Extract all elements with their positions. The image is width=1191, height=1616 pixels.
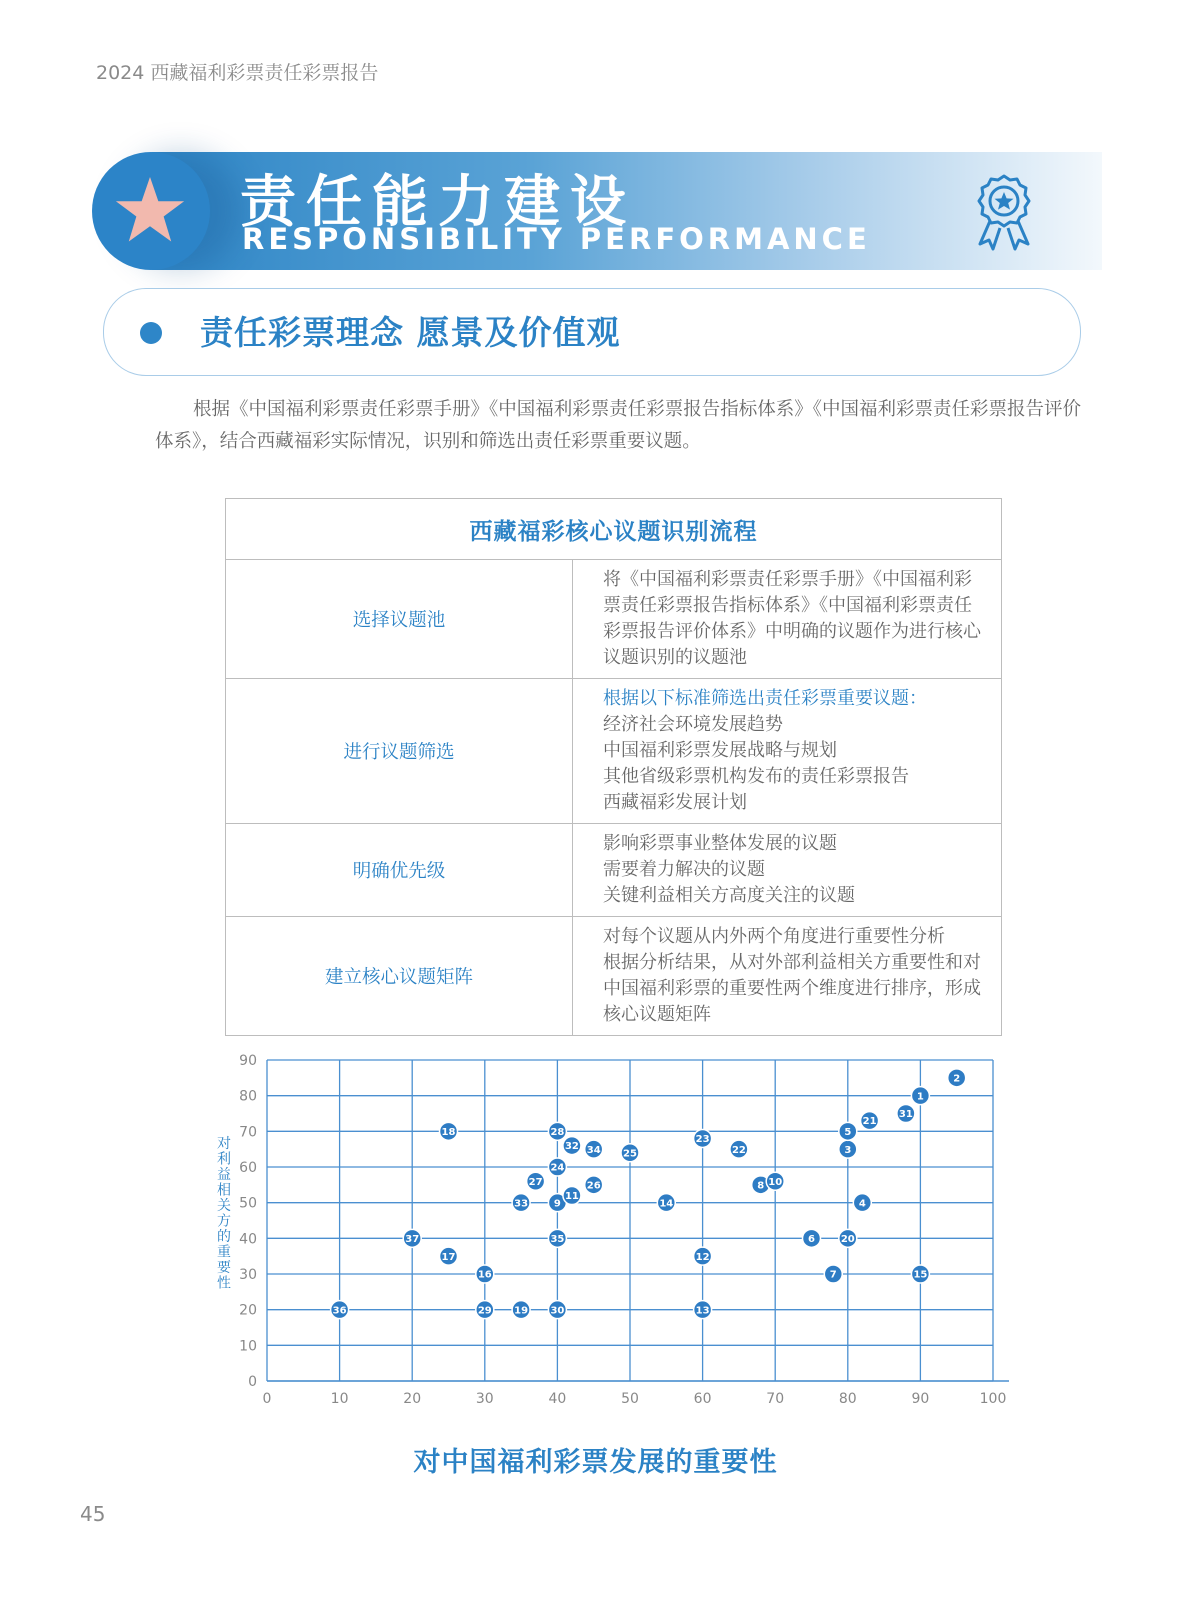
data-point-label: 17: [441, 1251, 456, 1263]
x-tick-label: 30: [475, 1391, 494, 1407]
data-point-label: 34: [586, 1144, 601, 1156]
data-point-label: 12: [695, 1251, 710, 1263]
data-point-label: 22: [731, 1144, 746, 1156]
desc-lead-line: 根据以下标准筛选出责任彩票重要议题：: [603, 688, 927, 709]
issue-matrix-chart: [210, 1048, 1030, 1488]
data-point-label: 4: [858, 1198, 866, 1210]
star-icon: [112, 174, 188, 246]
data-point-label: 32: [564, 1141, 579, 1153]
data-point-label: 23: [695, 1134, 710, 1146]
x-tick-label: 60: [693, 1391, 712, 1407]
data-point-label: 28: [550, 1126, 565, 1138]
running-head: 2024 西藏福利彩票责任彩票报告: [96, 62, 379, 84]
desc-line: 彩票报告评价体系》中明确的议题作为进行核心: [603, 621, 981, 642]
desc-line: 影响彩票事业整体发展的议题: [603, 833, 837, 854]
table-row: [226, 560, 1002, 679]
desc-line: 核心议题矩阵: [603, 1004, 711, 1025]
stage-label: 建立核心议题矩阵: [226, 917, 573, 1036]
data-point-label: 19: [514, 1305, 529, 1317]
data-point-label: 7: [829, 1269, 837, 1281]
y-axis-title-char: 要: [217, 1260, 231, 1276]
stage-label: 进行议题筛选: [226, 679, 573, 824]
x-tick-label: 70: [766, 1391, 785, 1407]
data-point-label: 33: [514, 1198, 529, 1210]
data-point-label: 5: [844, 1126, 852, 1138]
y-tick-label: 0: [248, 1374, 257, 1390]
data-point-label: 1: [916, 1091, 924, 1103]
y-axis-title-char: 益: [217, 1167, 231, 1183]
issue-matrix-svg: [210, 1048, 1030, 1428]
data-point-label: 30: [550, 1305, 565, 1317]
stage-label: 选择议题池: [226, 560, 573, 679]
y-tick-label: 20: [239, 1302, 257, 1319]
x-tick-label: 0: [262, 1391, 272, 1407]
stage-description: [573, 560, 1002, 679]
data-point-label: 27: [528, 1176, 543, 1188]
y-axis-title-char: 利: [217, 1151, 231, 1168]
data-point-label: 21: [862, 1116, 877, 1128]
data-point-label: 11: [564, 1191, 579, 1203]
data-point-label: 24: [550, 1162, 565, 1174]
y-axis-title-char: 相: [217, 1182, 231, 1199]
desc-line: 对每个议题从内外两个角度进行重要性分析: [603, 926, 945, 947]
data-point-label: 31: [898, 1109, 913, 1121]
banner-circle: [92, 152, 210, 270]
issue-identification-table: [225, 498, 1002, 1036]
data-point-label: 18: [441, 1126, 456, 1138]
data-point-label: 13: [695, 1305, 710, 1317]
y-tick-label: 10: [239, 1338, 257, 1355]
x-tick-label: 10: [330, 1391, 349, 1407]
desc-line: 西藏福彩发展计划: [603, 792, 747, 813]
y-tick-label: 80: [239, 1088, 257, 1105]
x-tick-label: 50: [621, 1391, 639, 1407]
x-tick-label: 80: [838, 1391, 857, 1407]
y-tick-label: 60: [239, 1160, 257, 1176]
section-title: 责任彩票理念 愿景及价值观: [200, 313, 621, 352]
stage-label: 明确优先级: [226, 824, 573, 917]
x-tick-label: 100: [979, 1391, 1007, 1407]
desc-line: 中国福利彩票发展战略与规划: [603, 740, 837, 761]
desc-line: 经济社会环境发展趋势: [603, 714, 783, 735]
data-point-label: 15: [913, 1269, 928, 1281]
table-title: 西藏福彩核心议题识别流程: [226, 499, 1002, 560]
data-point-label: 9: [553, 1198, 561, 1210]
desc-line: 其他省级彩票机构发布的责任彩票报告: [603, 766, 909, 787]
desc-line: 议题识别的议题池: [603, 647, 747, 668]
table-row: [226, 917, 1002, 1036]
data-point-label: 16: [477, 1269, 492, 1281]
chapter-banner: [92, 152, 1102, 270]
data-point-label: 2: [953, 1073, 961, 1085]
data-point-label: 10: [768, 1176, 783, 1188]
table-row: [226, 679, 1002, 824]
data-point-label: 37: [405, 1233, 420, 1245]
stage-description: [573, 824, 1002, 917]
x-tick-label: 40: [548, 1391, 567, 1407]
data-point-label: 26: [586, 1180, 601, 1192]
desc-line: 需要着力解决的议题: [603, 859, 765, 880]
y-axis-title-char: 重: [217, 1244, 231, 1261]
y-axis-title-char: 关: [217, 1198, 231, 1214]
section-header: [103, 288, 1081, 376]
stage-description: [573, 917, 1002, 1036]
y-tick-label: 70: [239, 1124, 257, 1141]
stage-description: [573, 679, 1002, 824]
data-point-label: 3: [844, 1144, 852, 1156]
data-point-label: 29: [477, 1305, 492, 1317]
desc-line: 票责任彩票报告指标体系》《中国福利彩票责任: [603, 595, 972, 616]
bullet-dot-icon: [140, 322, 162, 344]
intro-paragraph: 根据《中国福利彩票责任彩票手册》《中国福利彩票责任彩票报告指标体系》《中国福利彩票责任彩票报告评价体系》，结合西藏福彩实际情况，识别和筛选出责任彩票重要议题。: [155, 399, 1082, 452]
data-point-label: 20: [840, 1233, 855, 1245]
data-point-label: 14: [659, 1198, 674, 1210]
y-tick-label: 90: [239, 1053, 257, 1069]
data-point-label: 25: [623, 1148, 637, 1160]
chapter-subtitle: RESPONSIBILITY PERFORMANCE: [242, 222, 871, 256]
y-axis-title-char: 的: [217, 1229, 231, 1245]
x-tick-label: 90: [911, 1391, 930, 1407]
table-row: [226, 824, 1002, 917]
page-number: 45: [80, 1502, 106, 1526]
medal-icon: [968, 172, 1040, 252]
y-axis-title-char: 对: [217, 1136, 231, 1152]
data-point-label: 6: [808, 1233, 815, 1245]
y-tick-label: 50: [239, 1195, 257, 1212]
y-tick-label: 40: [239, 1231, 257, 1248]
desc-line: 根据分析结果，从对外部利益相关方重要性和对: [603, 952, 981, 973]
desc-line: 中国福利彩票的重要性两个维度进行排序，形成: [603, 978, 981, 999]
chapter-title: 责任能力建设: [240, 170, 636, 235]
data-point-label: 36: [332, 1305, 347, 1317]
desc-line: 关键利益相关方高度关注的议题: [603, 885, 855, 906]
data-point-label: 35: [550, 1233, 565, 1245]
y-axis-title-char: 方: [217, 1213, 231, 1230]
desc-line: 将《中国福利彩票责任彩票手册》《中国福利彩: [603, 569, 972, 590]
x-axis-title: 对中国福利彩票发展的重要性: [413, 1447, 778, 1478]
data-point-label: 8: [757, 1180, 765, 1192]
y-axis-title-char: 性: [217, 1275, 231, 1292]
y-tick-label: 30: [239, 1267, 257, 1283]
x-tick-label: 20: [403, 1391, 422, 1407]
